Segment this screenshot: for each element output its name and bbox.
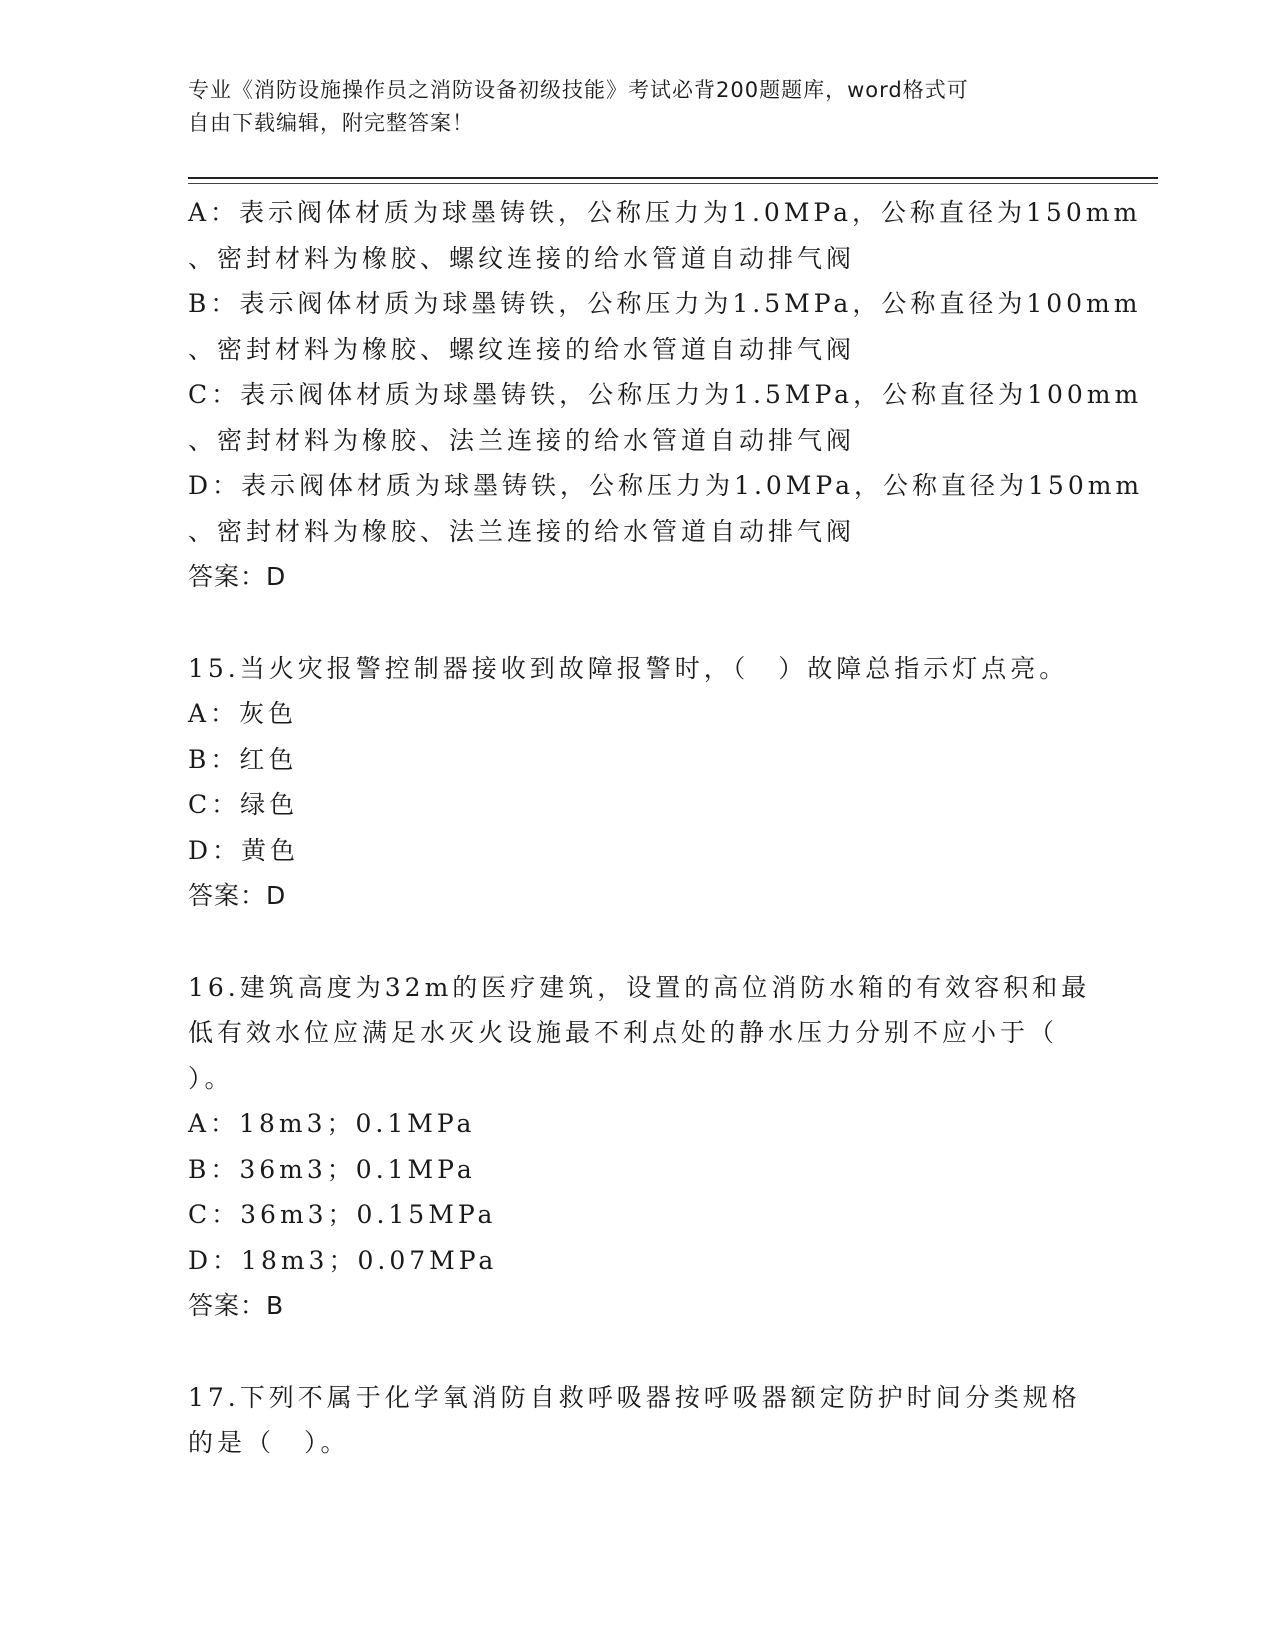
question-15-text: 15.当火灾报警控制器接收到故障报警时，（ ）故障总指示灯点亮。 [188, 653, 1069, 683]
question-15-option-d: D：黄色 [188, 835, 300, 865]
document-header [188, 74, 1068, 140]
option-a-line-2: 、密封材料为橡胶、螺纹连接的给水管道自动排气阀 [188, 243, 856, 273]
question-14-options [188, 190, 1144, 600]
header-line-2: 自由下载编辑，附完整答案！ [188, 111, 474, 135]
question-16-text-line-2: 低有效水位应满足水灭火设施最不利点处的静水压力分别不应小于（ [188, 1018, 1059, 1047]
option-c-line-1: C：表示阀体材质为球墨铸铁，公称压力为1.5MPa，公称直径为100mm [188, 380, 1143, 409]
option-b-line-2: 、密封材料为橡胶、螺纹连接的给水管道自动排气阀 [188, 334, 856, 364]
option-d-line-1: D：表示阀体材质为球墨铸铁，公称压力为1.0MPa，公称直径为150mm [188, 471, 1144, 500]
question-content [188, 190, 1144, 1466]
option-b-line-1: B：表示阀体材质为球墨铸铁，公称压力为1.5MPa，公称直径为100mm [188, 289, 1142, 318]
question-16-option-d: D：18m3；0.07MPa [188, 1245, 498, 1275]
option-a-line-1: A：表示阀体材质为球墨铸铁，公称压力为1.0MPa，公称直径为150mm [188, 198, 1142, 227]
option-d-line-2: 、密封材料为橡胶、法兰连接的给水管道自动排气阀 [188, 516, 856, 546]
question-15-option-b: B：红色 [188, 744, 298, 774]
question-15-option-c: C：绿色 [188, 790, 299, 819]
question-14-answer: 答案：D [188, 562, 287, 591]
question-15-option-a: A：灰色 [188, 699, 298, 728]
header-line-1: 专业《消防设施操作员之消防设备初级技能》考试必背200题题库，word格式可 [188, 78, 969, 102]
question-17-text-line-2: 的是（ ）。 [188, 1428, 350, 1457]
option-c-line-2: 、密封材料为橡胶、法兰连接的给水管道自动排气阀 [188, 425, 856, 455]
question-16-text-line-3: ）。 [188, 1063, 234, 1093]
question-16-text-line-1: 16.建筑高度为32m的医疗建筑，设置的高位消防水箱的有效容积和最 [188, 972, 1091, 1002]
question-16-option-c: C：36m3；0.15MPa [188, 1200, 497, 1229]
header-divider-thick [188, 177, 1158, 179]
spacer [188, 600, 1088, 646]
question-15 [188, 646, 1088, 919]
question-16-option-a: A：18m3；0.1MPa [188, 1109, 476, 1138]
spacer [188, 919, 1088, 965]
header-divider-thin [188, 183, 1158, 184]
question-17 [188, 1375, 1088, 1466]
question-16-option-b: B：36m3；0.1MPa [188, 1154, 476, 1184]
question-16-answer: 答案：B [188, 1291, 285, 1320]
spacer [188, 1329, 1088, 1375]
question-17-text-line-1: 17.下列不属于化学氧消防自救呼吸器按呼吸器额定防护时间分类规格 [188, 1382, 1081, 1412]
question-15-answer: 答案：D [188, 881, 287, 910]
question-16 [188, 965, 1091, 1329]
